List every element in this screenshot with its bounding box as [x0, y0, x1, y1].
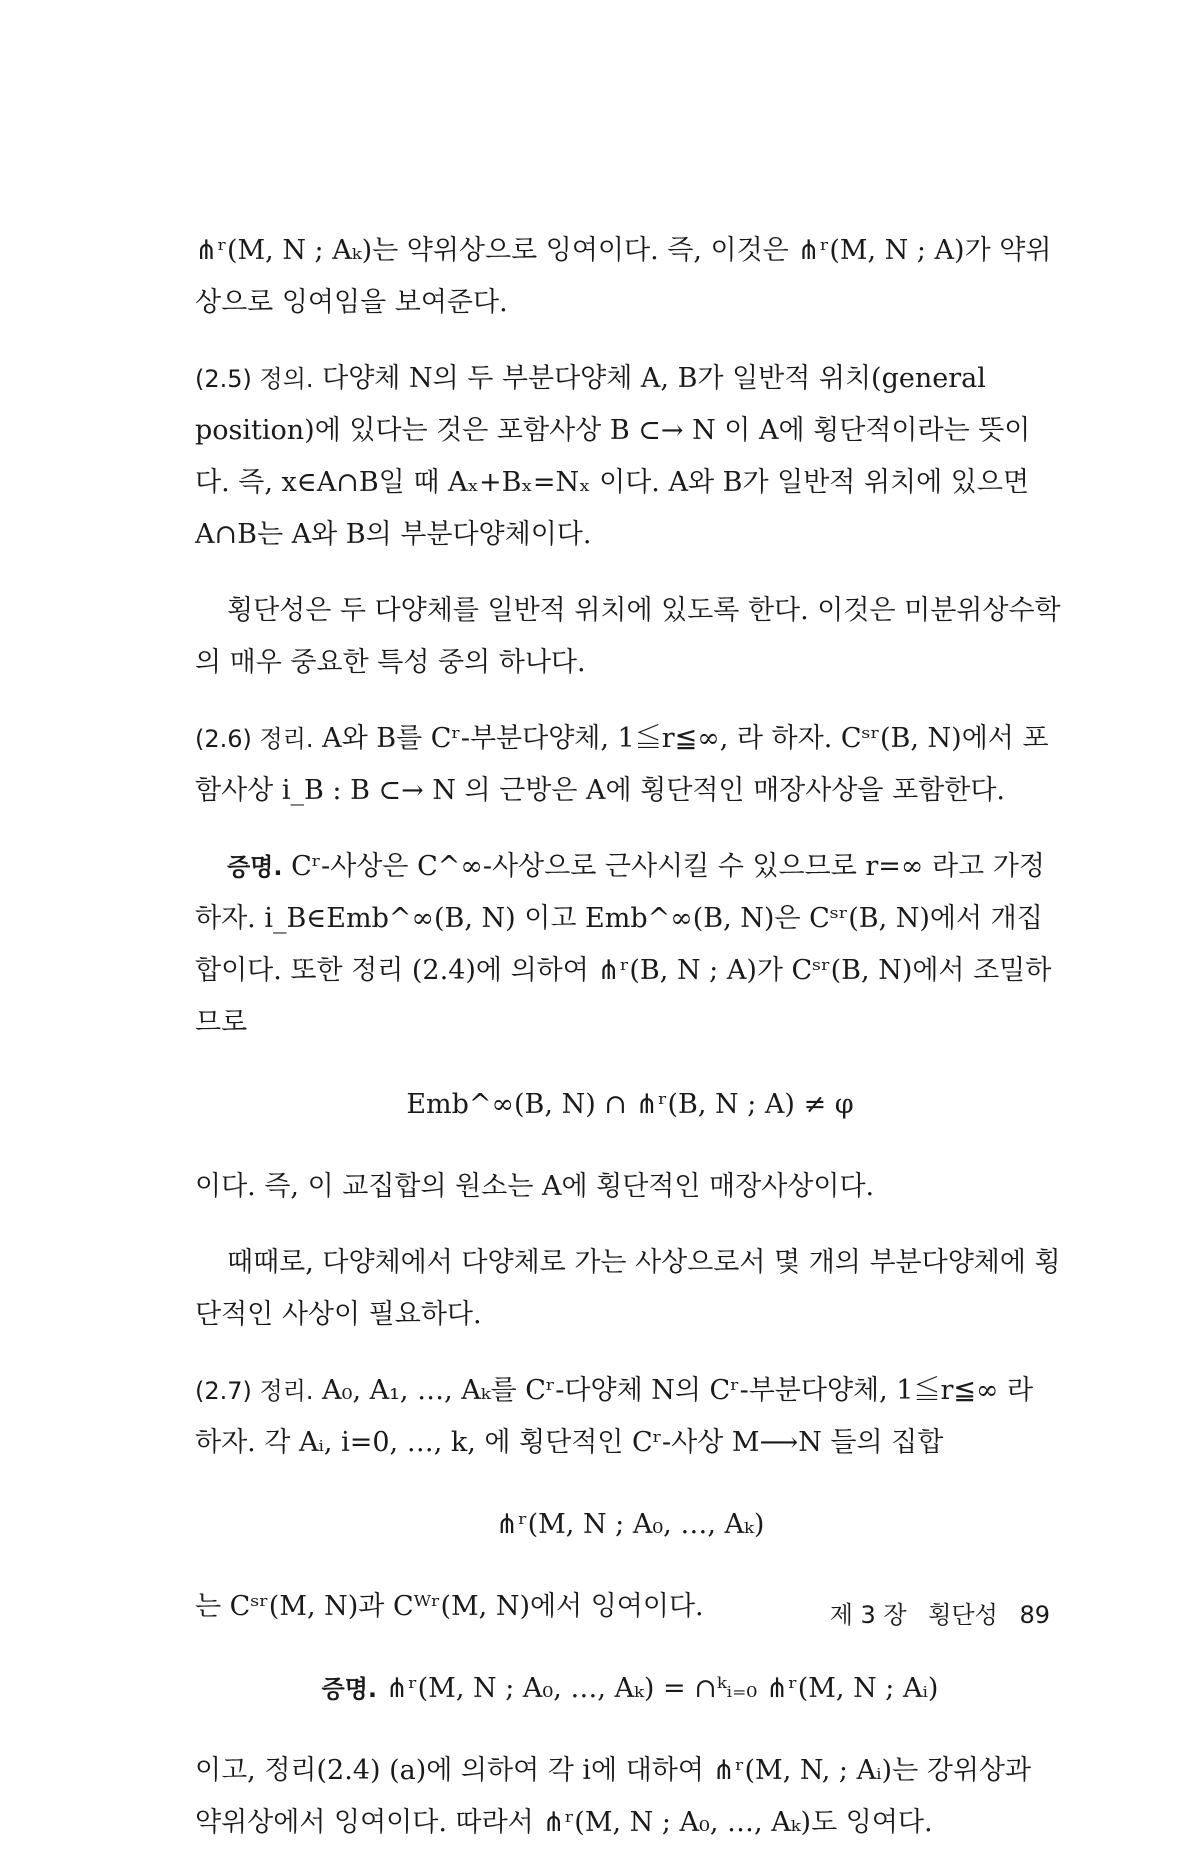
theorem-2-6	[195, 713, 1065, 817]
proof-label: 증명.	[227, 853, 283, 881]
theorem-text: A와 B를 Cʳ-부분다양체, 1≦r≦∞, 라 하자. Cˢʳ(B, N)에서 포함사상 i_B : B ⊂→ N 의 근방은 A에 횡단적인 매장사상을 포함한다.	[195, 723, 1049, 806]
definition-label: (2.5) 정의.	[195, 365, 314, 393]
equation-1: Emb^∞(B, N) ∩ ⋔ʳ(B, N ; A) ≠ φ	[406, 1089, 854, 1120]
paragraph-1: ⋔ʳ(M, N ; Aₖ)는 약위상으로 잉여이다. 즉, 이것은 ⋔ʳ(M, N ; A)가 약위상으로 잉여임을 보여준다.	[195, 235, 1052, 318]
theorem-text: A₀, A₁, …, Aₖ를 Cʳ-다양체 N의 Cʳ-부분다양체, 1≦r≦∞ 라 하자. 각 Aᵢ, i=0, …, k, 에 횡단적인 Cʳ-사상 M⟶N 들의 집합	[195, 1375, 1034, 1458]
chapter-title: 횡단성	[928, 1601, 998, 1629]
proof-text: Cʳ-사상은 C^∞-사상으로 근사시킬 수 있으므로 r=∞ 라고 가정하자. i_B∈Emb^∞(B, N) 이고 Emb^∞(B, N)은 Cˢʳ(B, N)에서 개집합이다. 또한 정리 (2.4)에 의하여 ⋔ʳ(B, N ; A)가 Cˢʳ(B, N)에서 조밀하므로	[195, 851, 1052, 1038]
equation-3: ⋔ʳ(M, N ; A₀, …, Aₖ) = ∩ᵏᵢ₌₀ ⋔ʳ(M, N ; Aᵢ)	[385, 1673, 939, 1704]
proof-2	[195, 1663, 1065, 1715]
proof-1	[195, 841, 1065, 1049]
theorem-label: (2.7) 정리.	[195, 1377, 314, 1405]
theorem-2-7	[195, 1365, 1065, 1469]
paragraph-10: 이고, 정리(2.4) (a)에 의하여 각 i에 대하여 ⋔ʳ(M, N, ; Aᵢ)는 강위상과 약위상에서 잉여이다. 따라서 ⋔ʳ(M, N ; A₀, …, Aₖ)도 잉여다.	[195, 1755, 1032, 1838]
paragraph-6: 때때로, 다양체에서 다양체로 가는 사상으로서 몇 개의 부분다양체에 횡단적인 사상이 필요하다.	[195, 1247, 1061, 1330]
paragraph-8: 는 Cˢʳ(M, N)과 Cᵂʳ(M, N)에서 잉여이다.	[195, 1591, 704, 1622]
paragraph-5: 이다. 즉, 이 교집합의 원소는 A에 횡단적인 매장사상이다.	[195, 1171, 875, 1202]
chapter-label: 제 3 장	[829, 1601, 907, 1629]
paragraph-3: 횡단성은 두 다양체를 일반적 위치에 있도록 한다. 이것은 미분위상수학의 매우 중요한 특성 중의 하나다.	[195, 595, 1061, 678]
proof-label: 증명.	[321, 1675, 378, 1703]
definition-2-5	[195, 353, 1065, 561]
page-number: 89	[1019, 1601, 1050, 1629]
theorem-label: (2.6) 정리.	[195, 725, 314, 753]
definition-text: 다양체 N의 두 부분다양체 A, B가 일반적 위치(general position)에 있다는 것은 포함사상 B ⊂→ N 이 A에 횡단적이라는 뜻이다. 즉, x∈A∩B일 때 Aₓ+Bₓ=Nₓ 이다. A와 B가 일반적 위치에 있으면 A∩B는 A와 B의 부분다양체이다.	[195, 363, 1031, 550]
equation-2: ⋔ʳ(M, N ; A₀, …, Aₖ)	[495, 1509, 765, 1540]
page-footer	[0, 1595, 1050, 1630]
